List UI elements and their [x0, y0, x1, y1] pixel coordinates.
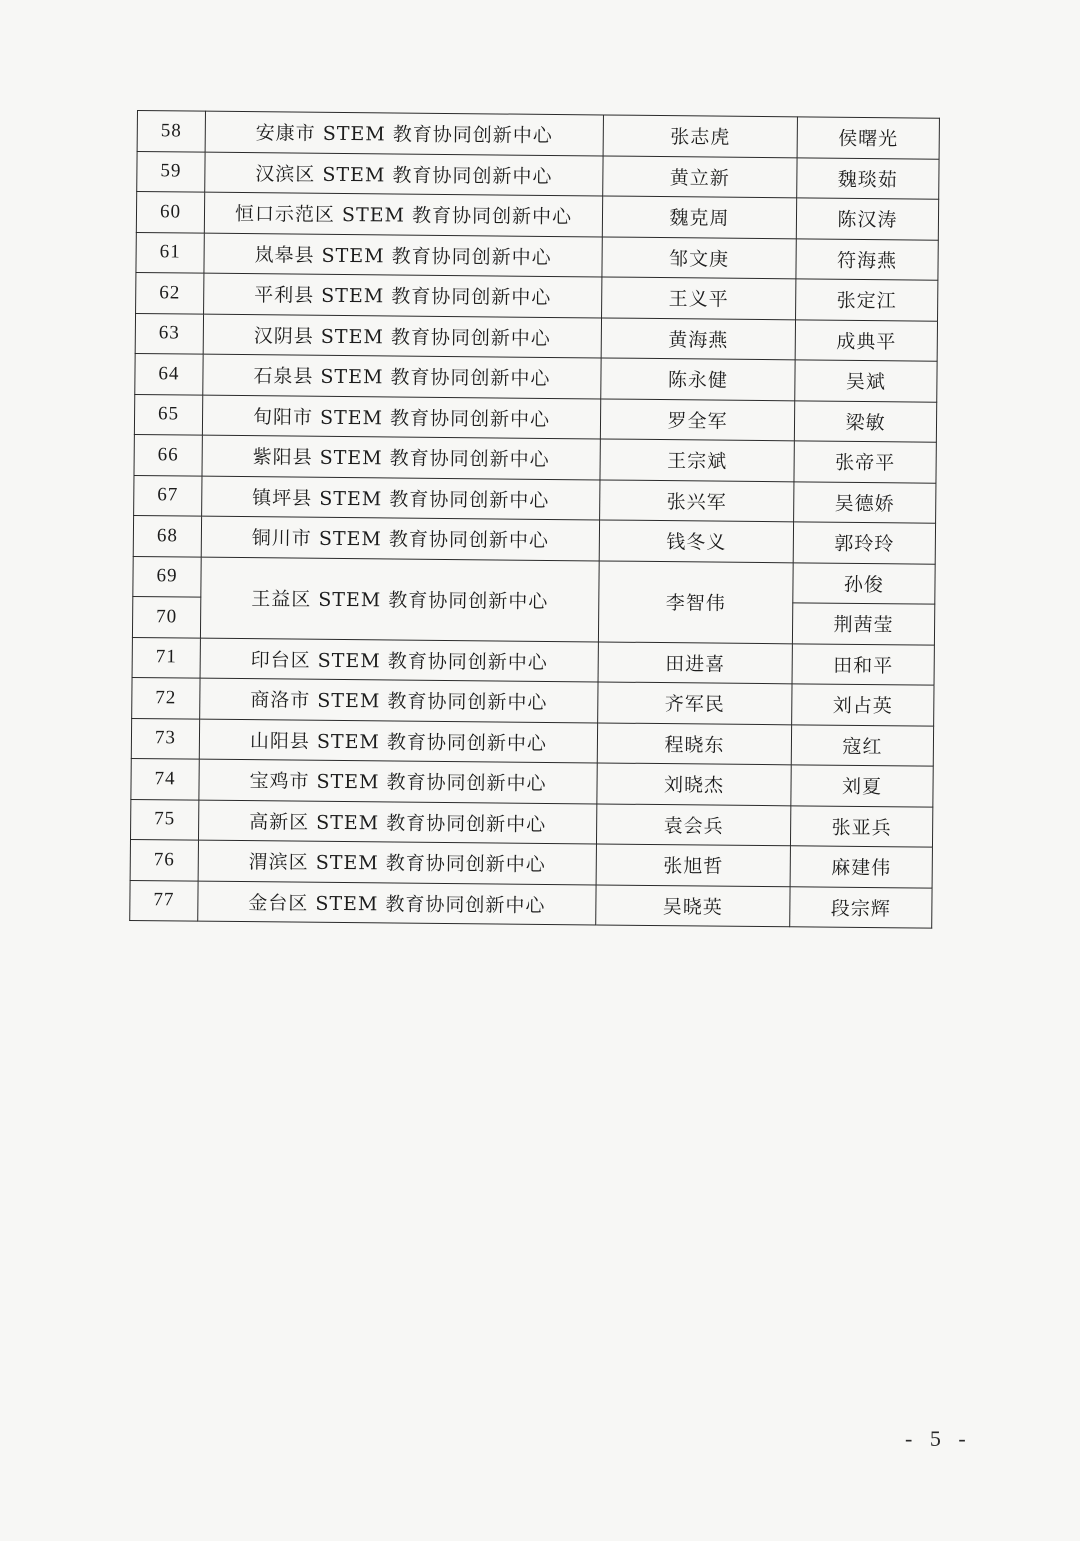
row-number-cell: 67: [134, 475, 202, 516]
row-number-cell: 63: [135, 313, 203, 354]
row-number-cell: 68: [133, 515, 201, 556]
director-name-cell: 刘晓杰: [597, 763, 791, 805]
center-name-cell: 山阳县 STEM 教育协同创新中心: [199, 719, 597, 763]
center-name-cell: 岚皋县 STEM 教育协同创新中心: [204, 233, 602, 277]
director-name-cell: 田进喜: [598, 641, 792, 683]
director-name-cell: 魏克周: [602, 196, 796, 238]
center-name-cell: 印台区 STEM 教育协同创新中心: [200, 638, 598, 682]
director-name-cell: 罗全军: [600, 398, 794, 440]
director-name-cell: 钱冬义: [599, 520, 793, 562]
table-row: [130, 880, 932, 928]
row-number-cell: 70: [132, 596, 200, 637]
deputy-name-cell: 刘夏: [791, 765, 933, 807]
director-name-cell: 黄海燕: [601, 317, 795, 359]
director-name-cell: 张旭哲: [596, 844, 790, 886]
row-number-cell: 73: [131, 718, 199, 759]
deputy-name-cell: 陈汉涛: [796, 198, 938, 240]
director-name-cell: 邹文庚: [602, 236, 796, 278]
director-name-cell: 李智伟: [598, 560, 793, 643]
director-name-cell: 袁会兵: [596, 803, 790, 845]
director-name-cell: 张志虎: [603, 115, 797, 157]
center-name-cell: 恒口示范区 STEM 教育协同创新中心: [204, 192, 602, 236]
deputy-name-cell: 段宗辉: [790, 886, 932, 928]
row-number-cell: 72: [132, 677, 200, 718]
deputy-name-cell: 刘占英: [792, 684, 934, 726]
deputy-name-cell: 成典平: [795, 319, 937, 361]
director-name-cell: 王宗斌: [600, 439, 794, 481]
center-name-cell: 高新区 STEM 教育协同创新中心: [198, 800, 596, 844]
center-name-cell: 宝鸡市 STEM 教育协同创新中心: [199, 759, 597, 803]
row-number-cell: 66: [134, 434, 202, 475]
row-number-cell: 76: [130, 839, 198, 880]
deputy-name-cell: 符海燕: [796, 238, 938, 280]
table-row: [133, 556, 935, 604]
deputy-name-cell: 吴斌: [795, 360, 937, 402]
row-number-cell: 59: [137, 151, 205, 192]
roster-table: [129, 110, 940, 929]
center-name-cell: 商洛市 STEM 教育协同创新中心: [200, 678, 598, 722]
row-number-cell: 65: [134, 394, 202, 435]
director-name-cell: 黄立新: [603, 155, 797, 197]
director-name-cell: 王义平: [602, 277, 796, 319]
deputy-name-cell: 郭玲玲: [793, 522, 935, 564]
director-name-cell: 程晓东: [597, 722, 791, 764]
row-number-cell: 61: [136, 232, 204, 273]
center-name-cell: 石泉县 STEM 教育协同创新中心: [203, 354, 601, 398]
deputy-name-cell: 寇红: [791, 724, 933, 766]
director-name-cell: 齐军民: [598, 682, 792, 724]
page-number: - 5 -: [905, 1426, 972, 1451]
center-name-cell: 紫阳县 STEM 教育协同创新中心: [202, 435, 600, 479]
deputy-name-cell: 吴德娇: [794, 481, 936, 523]
row-number-cell: 60: [136, 192, 204, 233]
center-name-cell: 铜川市 STEM 教育协同创新中心: [201, 516, 599, 560]
center-name-cell: 汉阴县 STEM 教育协同创新中心: [203, 314, 601, 358]
roster-table-body: [130, 111, 940, 929]
director-name-cell: 吴晓英: [596, 884, 790, 926]
deputy-name-cell: 魏琰茹: [797, 157, 939, 199]
deputy-name-cell: 麻建伟: [790, 846, 932, 888]
row-number-cell: 62: [136, 272, 204, 313]
deputy-name-cell: 荆茜莹: [792, 603, 934, 645]
row-number-cell: 71: [132, 637, 200, 678]
center-name-cell: 安康市 STEM 教育协同创新中心: [205, 111, 603, 155]
center-name-cell: 渭滨区 STEM 教育协同创新中心: [198, 840, 596, 884]
center-name-cell: 汉滨区 STEM 教育协同创新中心: [205, 152, 603, 196]
center-name-cell: 平利县 STEM 教育协同创新中心: [204, 273, 602, 317]
row-number-cell: 69: [133, 556, 201, 597]
deputy-name-cell: 梁敏: [794, 400, 936, 442]
center-name-cell: 王益区 STEM 教育协同创新中心: [200, 557, 599, 642]
center-name-cell: 旬阳市 STEM 教育协同创新中心: [202, 395, 600, 439]
deputy-name-cell: 张帝平: [794, 441, 936, 483]
deputy-name-cell: 侯曙光: [797, 117, 939, 159]
center-name-cell: 金台区 STEM 教育协同创新中心: [198, 881, 596, 925]
row-number-cell: 77: [130, 880, 198, 921]
deputy-name-cell: 田和平: [792, 643, 934, 685]
center-name-cell: 镇坪县 STEM 教育协同创新中心: [202, 476, 600, 520]
deputy-name-cell: 张亚兵: [790, 805, 932, 847]
row-number-cell: 75: [130, 799, 198, 840]
deputy-name-cell: 张定江: [796, 279, 938, 321]
row-number-cell: 64: [135, 353, 203, 394]
row-number-cell: 58: [137, 111, 205, 152]
director-name-cell: 张兴军: [600, 479, 794, 521]
deputy-name-cell: 孙俊: [793, 562, 935, 604]
row-number-cell: 74: [131, 758, 199, 799]
director-name-cell: 陈永健: [601, 358, 795, 400]
